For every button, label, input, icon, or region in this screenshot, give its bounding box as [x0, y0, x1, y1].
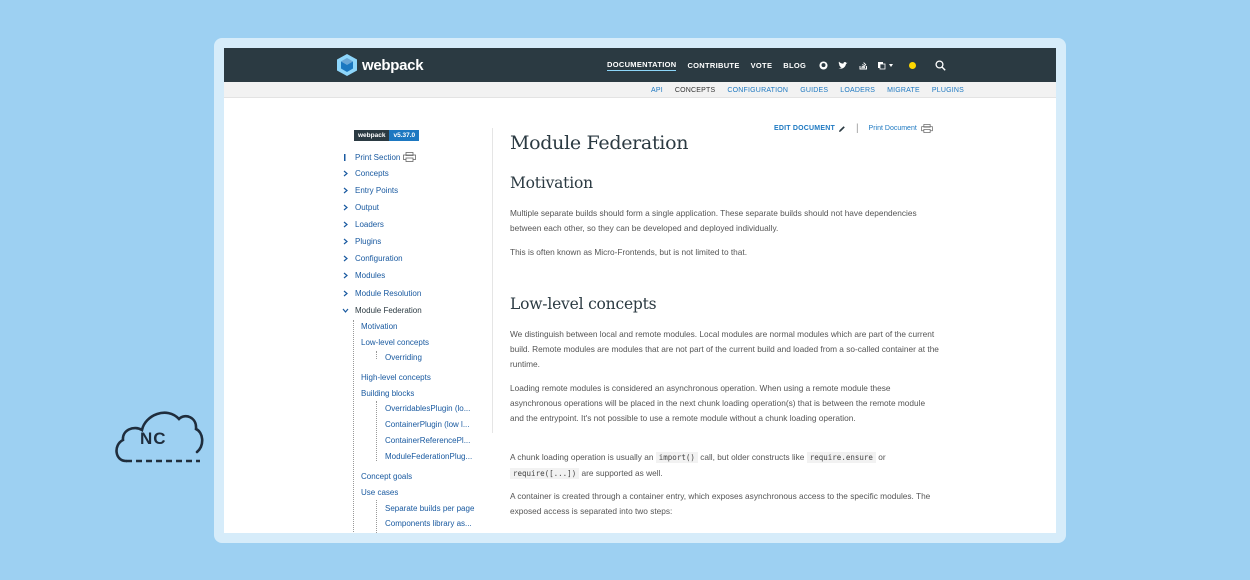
theme-toggle-icon[interactable] [909, 62, 916, 69]
bar-icon [341, 153, 349, 161]
subnav-plugins[interactable]: PLUGINS [931, 86, 965, 94]
section-heading-low-level: Low-level concepts [510, 295, 657, 313]
printer-icon[interactable] [921, 124, 933, 133]
nav-vote[interactable]: VOTE [750, 60, 773, 70]
chevron-down-icon [341, 307, 349, 315]
sidebar-divider [492, 128, 493, 433]
sidebar-item-output[interactable] [341, 203, 379, 212]
top-navbar [224, 48, 1056, 82]
subnav-api[interactable]: API [651, 86, 663, 94]
sidebar-item-configuration[interactable] [341, 254, 403, 263]
sidebar-item-label: Configuration [355, 254, 403, 263]
main-nav [607, 48, 954, 82]
text-run: are supported as well. [579, 467, 663, 478]
tree-line [353, 320, 354, 532]
sidebar-sub-container-reference[interactable]: ContainerReferencePl... [385, 436, 471, 445]
print-section-label: Print Section [355, 152, 401, 162]
sub-navbar [224, 82, 1056, 98]
chevron-right-icon [341, 170, 349, 178]
search-icon[interactable] [934, 59, 946, 71]
sidebar-sub-overridables[interactable]: OverridablesPlugin (lo... [385, 404, 471, 413]
chevron-right-icon [341, 238, 349, 246]
brand-link[interactable] [337, 54, 423, 76]
sidebar-item-plugins[interactable] [341, 237, 381, 246]
version-badge [354, 130, 419, 141]
inline-code: import() [656, 452, 698, 463]
edit-document-link[interactable]: EDIT DOCUMENT [774, 125, 835, 132]
paragraph: Multiple separate builds should form a single application. These separate builds should not have dependencies between each other, so they can be developed and deployed individually. [510, 208, 917, 233]
nav-documentation[interactable]: DOCUMENTATION [607, 59, 677, 69]
chevron-right-icon [341, 187, 349, 195]
sidebar-item-module-resolution[interactable] [341, 289, 421, 298]
doc-actions [774, 123, 933, 134]
subnav-concepts[interactable]: CONCEPTS [674, 86, 716, 94]
subnav-configuration[interactable]: CONFIGURATION [727, 86, 789, 94]
subnav-guides[interactable]: GUIDES [800, 86, 829, 94]
paragraph: This is often known as Micro-Frontends, but is not limited to that. [510, 247, 748, 257]
printer-icon [403, 152, 416, 162]
sidebar-sub-concept-goals[interactable]: Concept goals [361, 472, 413, 481]
paragraph: A container is created through a container entry, which exposes asynchronous access to the specific modules. The exposed access is separated into two steps: [510, 491, 931, 516]
sidebar-sub-building-blocks[interactable]: Building blocks [361, 389, 415, 398]
github-icon[interactable] [817, 59, 829, 71]
sidebar-sub-motivation[interactable]: Motivation [361, 322, 398, 331]
sub-nav [651, 82, 976, 98]
pencil-icon[interactable] [838, 125, 846, 133]
sidebar-sub-separate-builds[interactable]: Separate builds per page [385, 504, 475, 513]
nav-contribute[interactable]: CONTRIBUTE [687, 60, 740, 70]
sidebar-item-concepts[interactable] [341, 169, 389, 178]
nav-blog[interactable]: BLOG [783, 60, 807, 70]
sidebar-item-label: Module Resolution [355, 289, 422, 298]
tree-line [376, 351, 377, 359]
twitter-icon[interactable] [837, 59, 849, 71]
browser-window [224, 48, 1056, 533]
sidebar-item-label: Entry Points [355, 186, 399, 195]
separator: | [855, 123, 859, 134]
sidebar-sub-use-cases[interactable]: Use cases [361, 488, 399, 497]
sidebar-item-label: Modules [355, 271, 386, 280]
text-run: A chunk loading operation is usually an [510, 452, 656, 462]
inline-code: require.ensure [807, 452, 876, 463]
chevron-right-icon [341, 204, 349, 212]
version-name: webpack [354, 130, 389, 141]
brand-name: webpack [362, 56, 424, 74]
sidebar-item-entry-points[interactable] [341, 186, 398, 195]
tree-line [376, 401, 377, 461]
paragraph [510, 450, 940, 482]
print-section-link[interactable] [341, 152, 416, 162]
sidebar-item-label: Loaders [355, 220, 384, 229]
text-run: call, but older constructs like [697, 452, 807, 462]
sidebar-sub-overriding[interactable]: Overriding [385, 353, 422, 362]
sidebar-sub-container-plugin[interactable]: ContainerPlugin (low l... [385, 420, 470, 429]
subnav-loaders[interactable]: LOADERS [840, 86, 876, 94]
section-heading-motivation: Motivation [510, 174, 593, 192]
paragraph: Loading remote modules is considered an asynchronous operation. When using a remote module these asynchronous operations will be placed in the next chunk loading operation(s) that is between the remote module and the entrypoint. It's not possible to use a remote module without a chunk loading operation. [510, 383, 926, 423]
sidebar-item-modules[interactable] [341, 271, 385, 280]
sidebar-sub-low-level[interactable]: Low-level concepts [361, 338, 430, 347]
subnav-migrate[interactable]: MIGRATE [887, 86, 920, 94]
sidebar-item-label: Module Federation [355, 306, 422, 315]
stackoverflow-icon[interactable] [857, 59, 869, 71]
text-run: or [875, 452, 886, 462]
paragraph: We distinguish between local and remote modules. Local modules are normal modules which are part of the current build. Remote modules are modules that are not part of the current build and loaded from a so-called container at the runtime. [510, 329, 939, 369]
inline-code: require([...]) [510, 468, 579, 479]
print-document-link[interactable]: Print Document [868, 125, 917, 132]
sidebar-item-label: Plugins [355, 237, 382, 246]
chevron-right-icon [341, 272, 349, 280]
chevron-right-icon [341, 290, 349, 298]
sidebar-item-label: Output [355, 203, 380, 212]
webpack-logo-icon [337, 54, 357, 76]
page-title: Module Federation [510, 132, 689, 154]
sidebar-sub-high-level[interactable]: High-level concepts [361, 373, 431, 382]
sidebar-sub-components-library[interactable]: Components library as... [385, 519, 472, 528]
sidebar-sub-module-federation-plugin[interactable]: ModuleFederationPlug... [385, 452, 473, 461]
tree-line [376, 500, 377, 533]
sidebar-item-module-federation[interactable] [341, 306, 422, 315]
version-number: v5.37.0 [389, 130, 419, 141]
nc-cloud-logo [112, 405, 204, 465]
language-icon[interactable] [877, 59, 895, 71]
sidebar-item-label: Concepts [355, 169, 389, 178]
chevron-right-icon [341, 221, 349, 229]
chevron-right-icon [341, 255, 349, 263]
sidebar-item-loaders[interactable] [341, 220, 384, 229]
nc-badge-text: NC [140, 429, 167, 448]
